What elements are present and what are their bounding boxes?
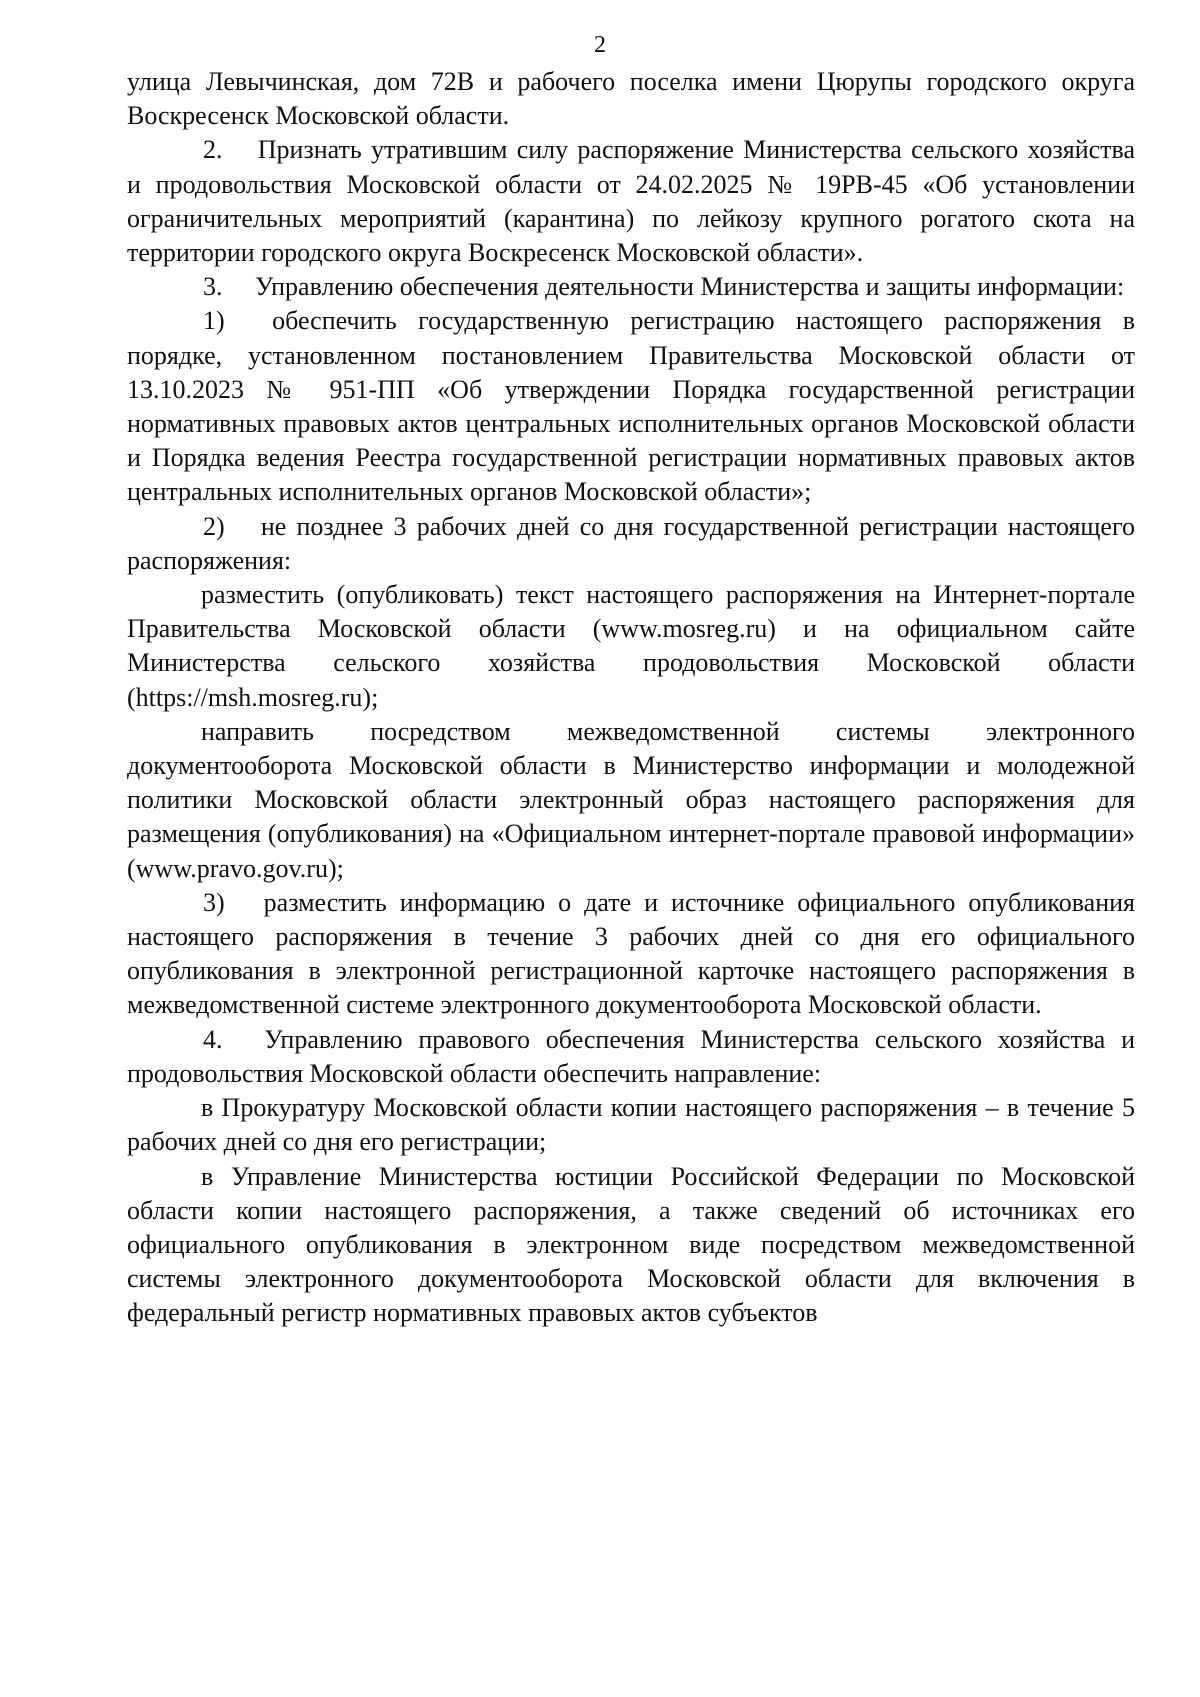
paragraph-subitem-3: 3) разместить информацию о дате и источнике официального опубликования настоящего распоряжения в течение 3 рабочих дней со дня его официального опубликования в электронной регистрационной карточке настоящего распоряжения в межведомственной системе электронного документооборота Московской области. [127, 887, 1135, 1020]
paragraph-item-2: 2. Признать утратившим силу распоряжение Министерства сельского хозяйства и продовольствия Московской области от 24.02.2025 № 19РВ-45 «Об установлении ограничительных мероприятий (карантина) по лейкозу крупного рогатого скота на территории городского округа Воскресенск Московской области». [127, 135, 1135, 268]
paragraph-subitem-2: 2) не позднее 3 рабочих дней со дня государственной регистрации настоящего распоряжения: [127, 511, 1135, 575]
paragraph-continuation: улица Левычинская, дом 72В и рабочего поселка имени Цюрупы городского округа Воскресенск Московской области. [127, 67, 1135, 131]
page-number: 2 [594, 32, 606, 58]
paragraph-prosecutor: в Прокуратуру Московской области копии настоящего распоряжения – в течение 5 рабочих дней со дня его регистрации; [127, 1093, 1135, 1157]
paragraph-send-image: направить посредством межведомственной системы электронного документооборота Московской области в Министерство информации и молодежной политики Московской области электронный образ настоящего распоряжения для размещения (опубликования) на «Официальном интернет-портале правовой информации» (www.pravo.gov.ru); [127, 716, 1135, 883]
paragraph-item-3: 3. Управлению обеспечения деятельности Министерства и защиты информации: [203, 272, 1125, 302]
paragraph-justice-ministry: в Управление Министерства юстиции Российской Федерации по Московской области копии настоящего распоряжения, а также сведений об источниках его официального опубликования в электронном виде посредством межведомственной системы электронного документооборота Московской области для включения в федеральный регистр нормативных правовых актов субъектов [127, 1161, 1135, 1328]
paragraph-publish-text: разместить (опубликовать) текст настоящего распоряжения на Интернет-портале Правительства Московской области (www.mosreg.ru) и на официальном сайте Министерства сельского хозяйства продовольствия Московской области (https://msh.mosreg.ru); [127, 580, 1135, 712]
paragraph-item-4: 4. Управлению правового обеспечения Министерства сельского хозяйства и продовольствия Московской области обеспечить направление: [127, 1024, 1135, 1088]
paragraph-subitem-1: 1) обеспечить государственную регистрацию настоящего распоряжения в порядке, установленном постановлением Правительства Московской области от 13.10.2023 № 951-ПП «Об утверждении Порядка государственной регистрации нормативных правовых актов центральных исполнительных органов Московской области и Порядка ведения Реестра государственной регистрации нормативных правовых актов центральных исполнительных органов Московской области»; [127, 306, 1135, 507]
document-body [127, 65, 1135, 1331]
